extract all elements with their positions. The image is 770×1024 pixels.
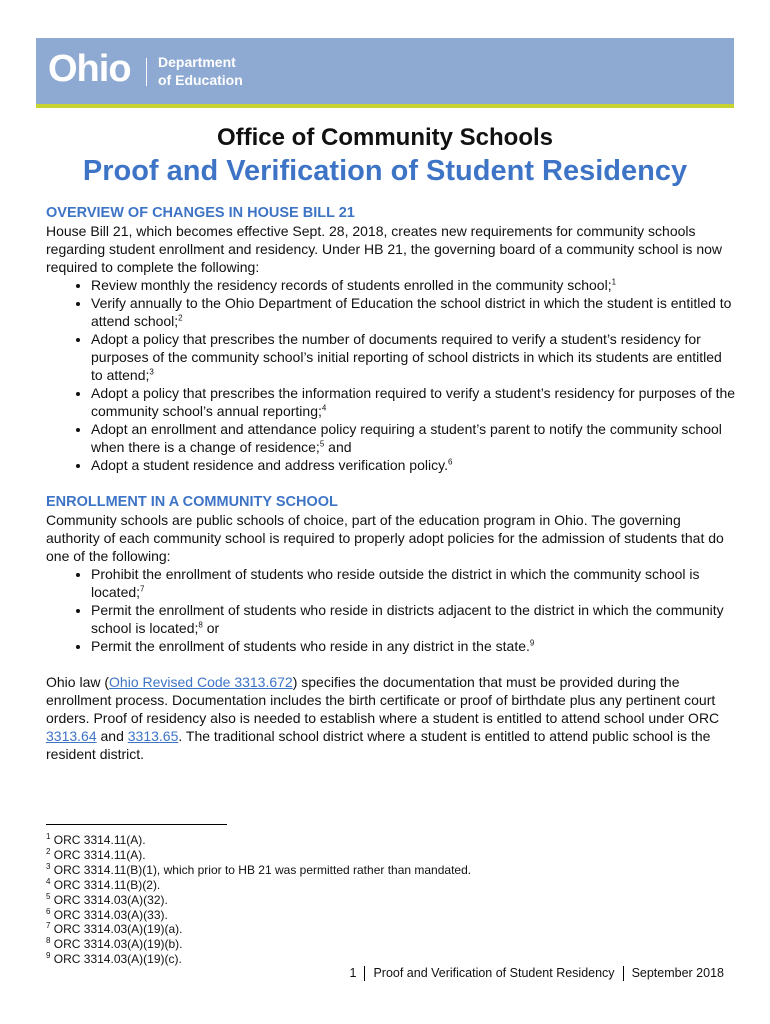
footnote: $^5$ ORC 3314.03(A)(32). [46, 891, 168, 907]
section-heading: OVERVIEW OF CHANGES IN HOUSE BILL 21 [46, 205, 355, 221]
footnotes [46, 833, 471, 967]
footnote: $^3$ ORC 3314.11(B)(1), which prior to HB 21 was permitted rather than mandated. [46, 861, 472, 877]
logo-divider [146, 58, 147, 86]
footnote-ref[interactable]: 4 [321, 403, 327, 413]
bullet-list [46, 565, 736, 655]
footnote-ref[interactable]: 7 [140, 584, 145, 594]
list-item: • Adopt an enrollment and attendance policy requiring a student’s parent to notify the community school when there is a change of residence;$^5$ and [91, 420, 736, 456]
section-intro: Community schools are public schools of choice, part of the education program in Ohio. The governing authority of each community school is required to properly adopt policies for the admission of students that do one of the following: [46, 512, 724, 564]
ohio-law-paragraph: Ohio law (Ohio Revised Code 3313.672) specifies the documentation that must be provided during the enrollment process. Documentation includes the birth certificate or proof of birthdate plus any pertinent court orders. Proof of residency also is needed to establish where a student is entitled to attend school under ORC 3313.64 and 3313.65. The traditional school district where a student is entitled to attend public school is the resident district. [46, 674, 720, 762]
footnote: $^2$ ORC 3314.11(A). [46, 846, 146, 862]
footer-divider [623, 966, 624, 981]
orc-3313-64-link[interactable]: 3313.64 [46, 728, 97, 744]
list-item: • Prohibit the enrollment of students who reside outside the district in which the community school is located;$^7$ [91, 565, 736, 601]
page-number: 1 [349, 966, 357, 980]
footnote: $^9$ ORC 3314.03(A)(19)(c). [46, 951, 182, 967]
footnote-ref[interactable]: 6 [447, 457, 453, 467]
list-item: • Review monthly the residency records of students enrolled in the community school;$^1$ [91, 276, 736, 294]
orc-3313-65-link[interactable]: 3313.65 [127, 728, 179, 744]
list-item: • Permit the enrollment of students who reside in any district in the state.$^9$ [91, 637, 736, 655]
list-item: • Adopt a student residence and address verification policy.$^6$ [91, 456, 736, 474]
footnote-ref[interactable]: 9 [529, 638, 535, 648]
footnote: $^4$ ORC 3314.11(B)(2). [46, 876, 161, 892]
footnote-ref[interactable]: 5 [319, 439, 325, 449]
footnote-ref[interactable]: 8 [198, 620, 203, 630]
footnote-ref[interactable]: 1 [611, 277, 617, 287]
header-banner [36, 38, 734, 108]
footer-divider [364, 966, 365, 981]
section-intro: House Bill 21, which becomes effective Sept. 28, 2018, creates new requirements for community schools regarding student enrollment and residency. Under HB 21, the governing board of a community school is now required to complete the following: [46, 223, 723, 275]
footnote: $^1$ ORC 3314.11(A). [46, 832, 146, 847]
list-item: • Permit the enrollment of students who reside in districts adjacent to the district in which the community school is located;$^8$ or [91, 601, 736, 637]
footnote-ref[interactable]: 2 [178, 313, 183, 323]
bullet-list [46, 276, 736, 474]
section-heading: ENROLLMENT IN A COMMUNITY SCHOOL [46, 494, 338, 510]
footer-title: Proof and Verification of Student Residency [373, 966, 615, 980]
section-enrollment [46, 493, 736, 763]
footnote: $^8$ ORC 3314.03(A)(19)(b). [46, 936, 183, 952]
list-item: • Verify annually to the Ohio Department of Education the school district in which the student is entitled to attend school;$^2$ [91, 294, 736, 330]
list-item: • Adopt a policy that prescribes the number of documents required to verify a student’s residency for purposes of the community school’s initial reporting of school districts in which its students are entitled to attend;$^3$ [91, 330, 736, 384]
footnote: $^7$ ORC 3314.03(A)(19)(a). [46, 921, 183, 937]
office-title: Office of Community Schools [216, 124, 554, 151]
ohio-logo: Ohio [48, 48, 131, 90]
footnote: $^6$ ORC 3314.03(A)(33). [46, 906, 168, 922]
footer-date: September 2018 [631, 966, 724, 980]
list-item: • Adopt a policy that prescribes the information required to verify a student’s residency for purposes of the community school’s annual reporting;$^4$ [91, 384, 736, 420]
page-footer [349, 966, 724, 981]
document-title: Proof and Verification of Student Residency [82, 155, 688, 187]
orc-3313-672-link[interactable]: Ohio Revised Code 3313.672 [109, 674, 293, 690]
section-overview [46, 204, 736, 474]
department-name: Department of Education [158, 54, 243, 88]
footnote-rule [46, 824, 227, 825]
footnote-ref[interactable]: 3 [149, 367, 154, 377]
